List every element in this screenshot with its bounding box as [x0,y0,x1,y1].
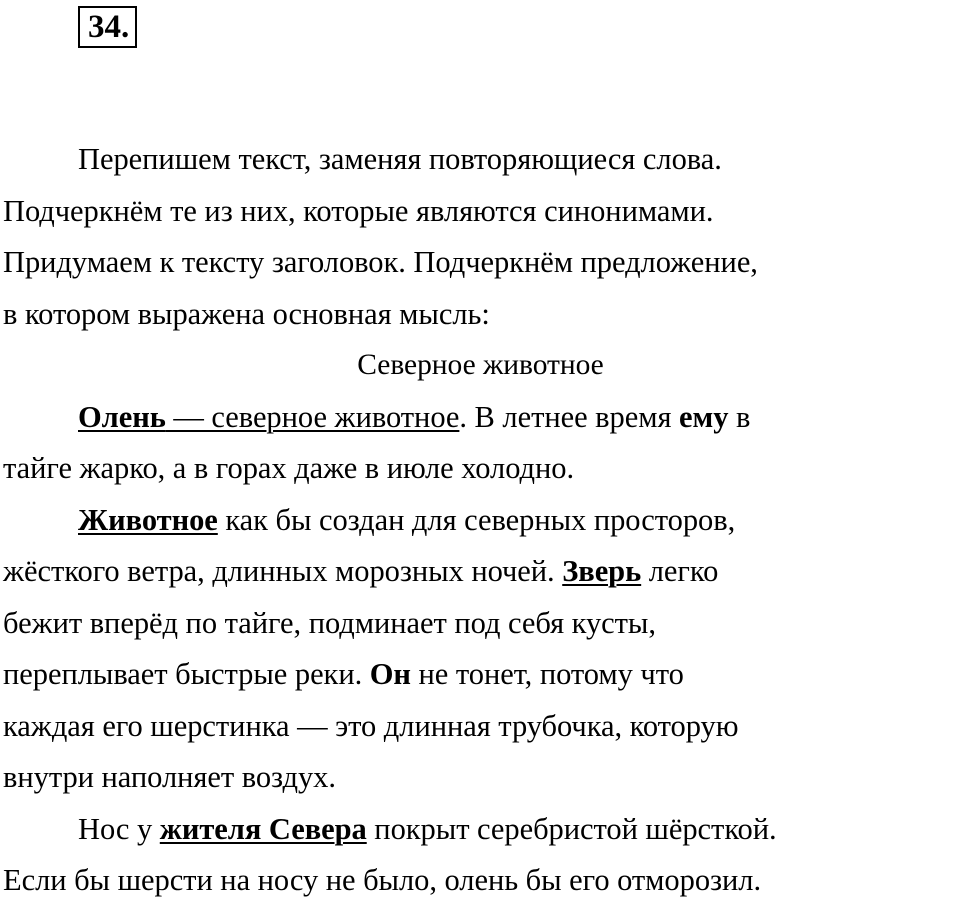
paragraph-3-line-1 [3,804,958,856]
paragraph-2-line-4 [3,649,958,701]
paragraph-1-line-1 [3,392,958,444]
paragraph-2 [3,495,958,804]
text-run: не тонет, потому что [410,657,684,691]
word-olen: Олень [78,399,166,434]
paragraph-2-line-1 [3,495,958,547]
word-emu: ему [679,399,729,434]
paragraph-2-line-2 [3,546,958,598]
instruction-paragraph [3,134,958,340]
instruction-line: Перепишем текст, заменяя повторяющиеся слова. [78,142,722,176]
text-run: жёсткого ветра, длинных морозных ночей. [3,554,563,588]
instruction-line: в котором выражена основная мысль: [3,296,490,331]
paragraph-3-line-2: Если бы шерсти на носу не было, олень бы его отморозил. [3,863,762,897]
paragraph-3 [3,804,958,907]
main-thought-sentence [78,400,459,434]
text-run: покрыт серебристой шёрсткой. [366,811,777,846]
synonym-zver: Зверь [562,554,642,588]
text-run: переплывает быстрые реки. [3,657,370,691]
synonym-zhitel-severa: жителя Севера [159,811,367,846]
task-number: 34. [78,6,137,48]
main-thought-rest: — северное животное [165,399,460,434]
text-run: . В летнее время [459,399,680,434]
text-run: легко [641,554,719,588]
text-title: Северное животное [357,349,604,381]
paragraph-1-line-2: тайге жарко, а в горах даже в июле холодно. [3,451,575,485]
synonym-zhivotnoe: Животное [78,502,218,537]
word-on: Он [369,657,411,691]
paragraph-2-line-6: внутри наполняет воздух. [3,760,336,794]
text-run: в [728,399,751,434]
text-run: Нос у [78,811,160,846]
instruction-line: Придумаем к тексту заголовок. Подчеркнём предложение, [3,245,758,279]
paragraph-2-line-5: каждая его шерстинка — это длинная трубочка, которую [3,708,739,743]
paragraph-2-line-3: бежит вперёд по тайге, подминает под себя кусты, [3,605,656,640]
exercise-text [3,134,958,907]
instruction-line: Подчеркнём те из них, которые являются синонимами. [3,193,714,228]
text-run: как бы создан для северных просторов, [217,502,736,537]
paragraph-1 [3,392,958,495]
